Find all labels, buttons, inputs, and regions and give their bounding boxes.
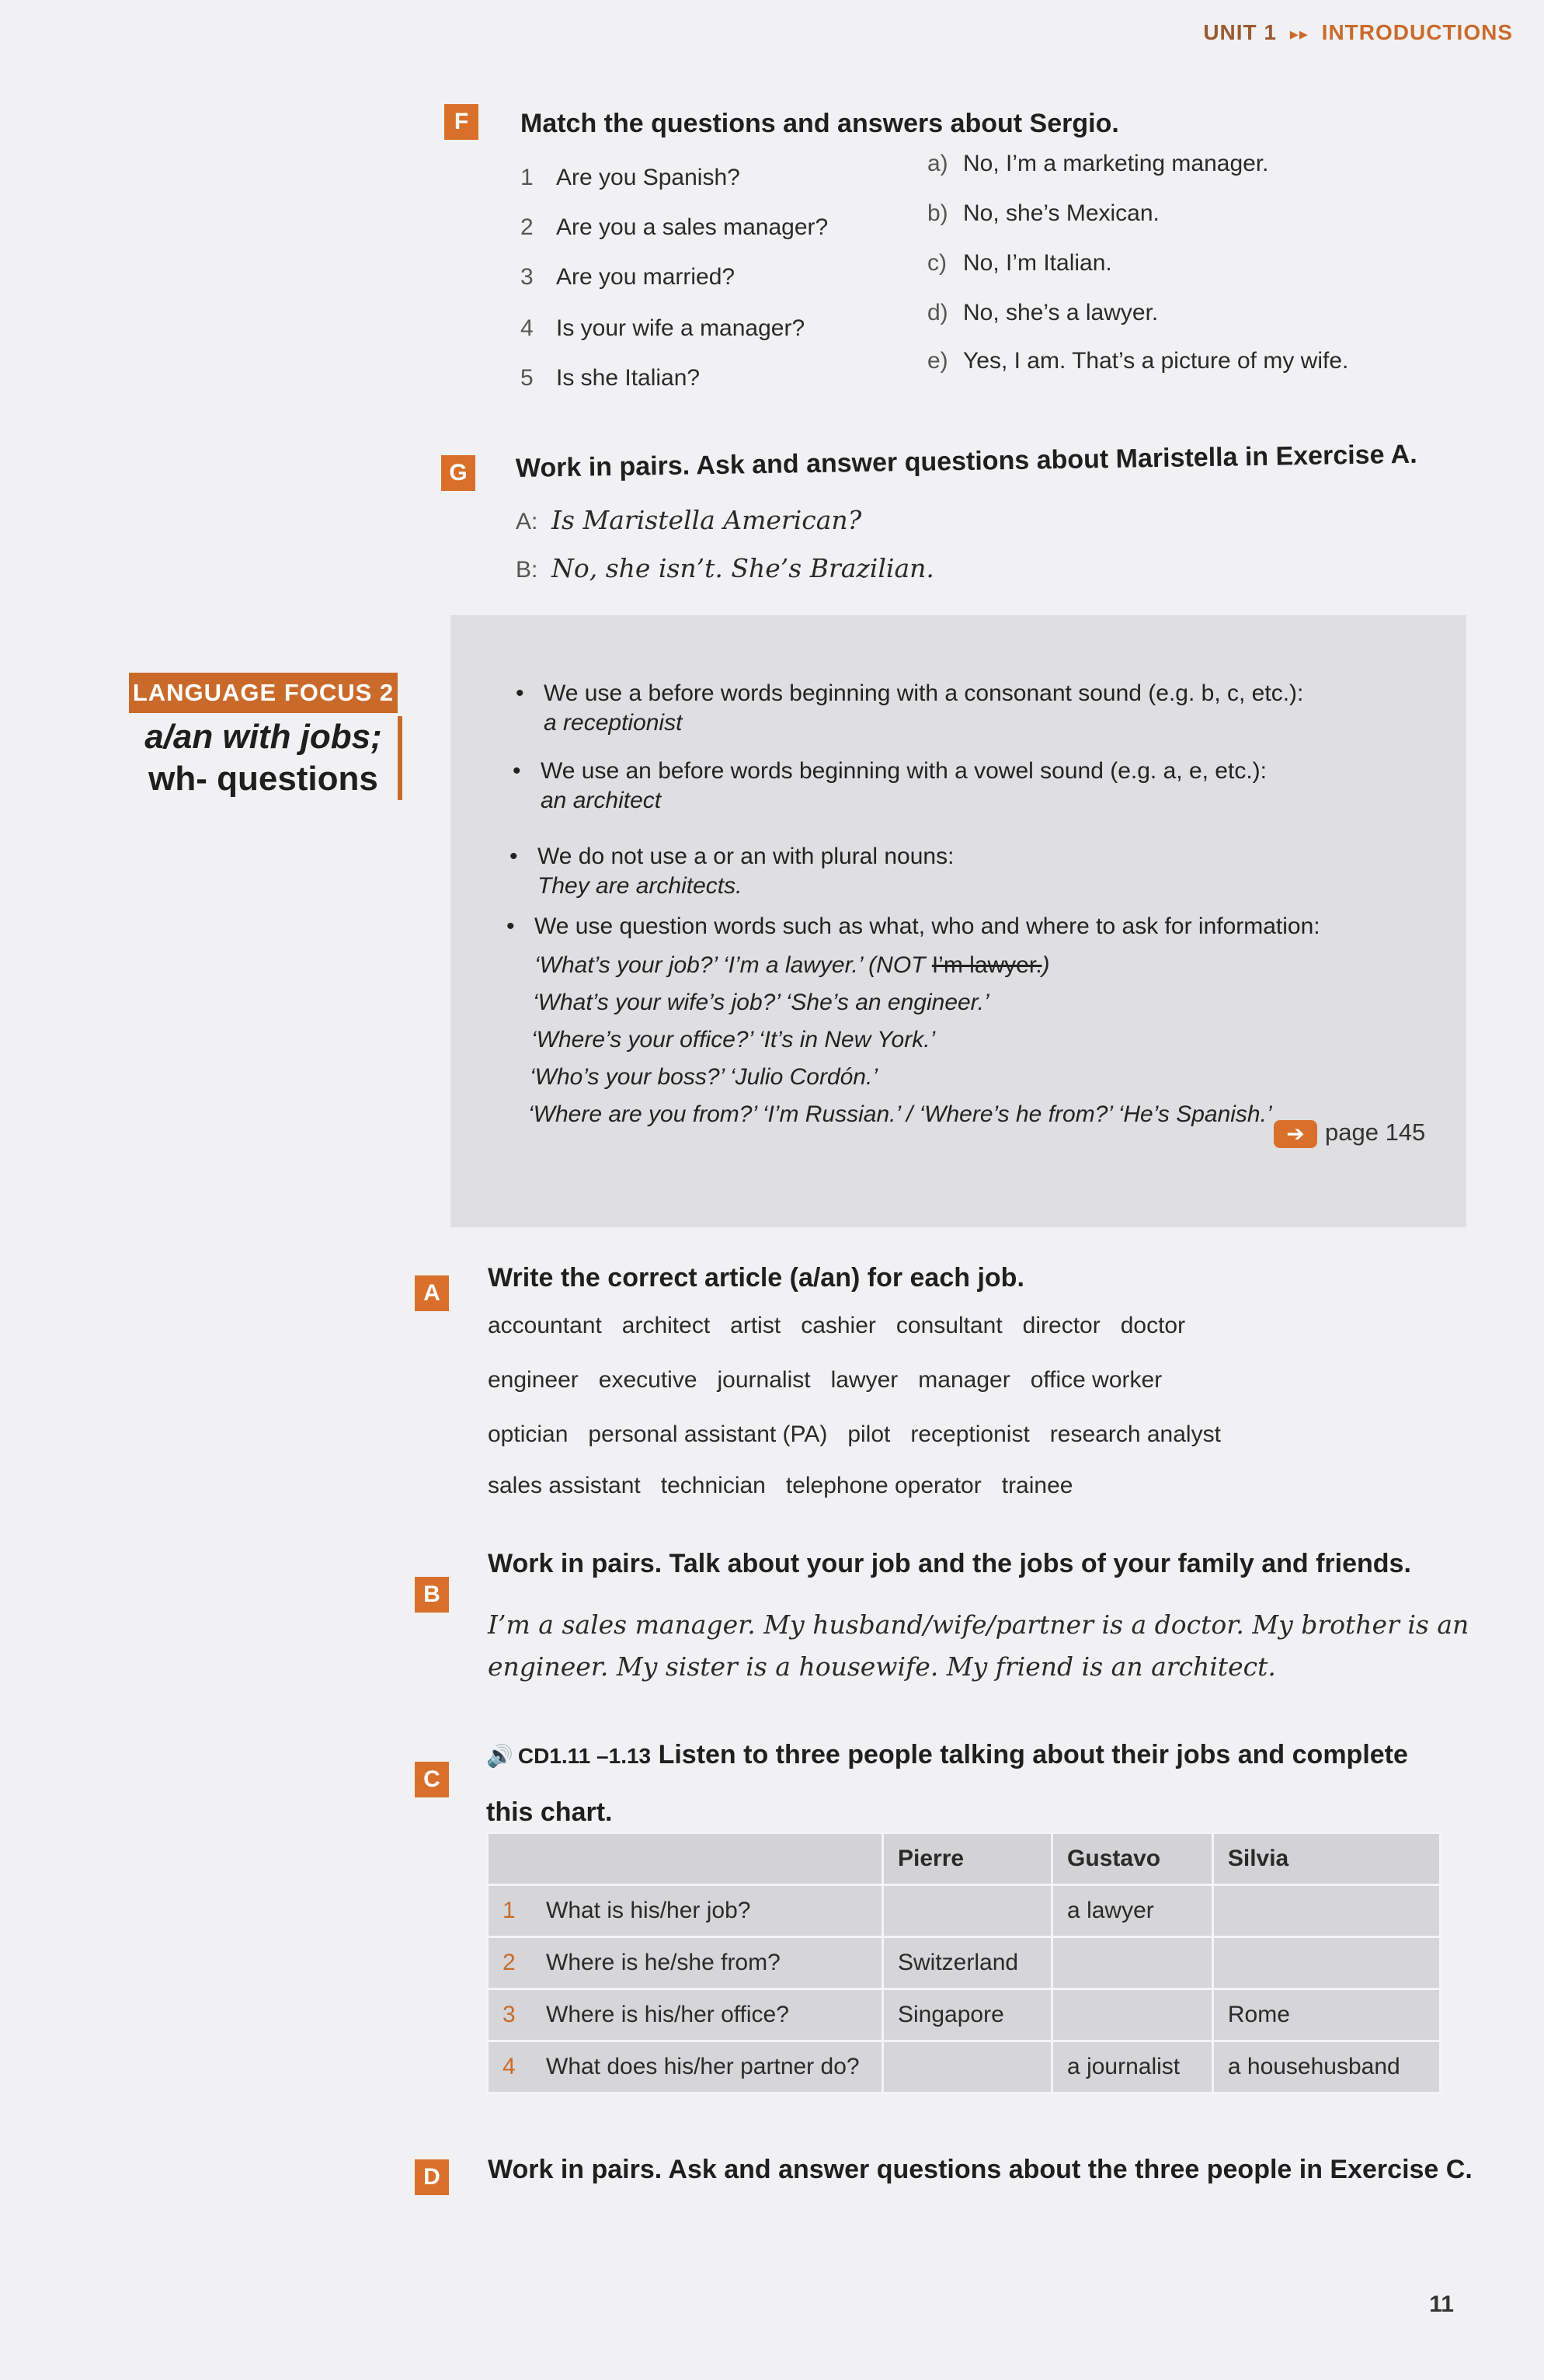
chart-cell[interactable]: Rome <box>1212 1989 1440 2041</box>
table-row <box>488 1885 1441 1937</box>
exercise-f-title: Match the questions and answers about Sergio. <box>520 109 1119 138</box>
exercise-a-title: Write the correct article (a/an) for each job. <box>488 1263 1024 1293</box>
job-word-row: optician personal assistant (PA) pilot receptionist research analyst <box>488 1421 1221 1447</box>
exercise-f-question: 4 Is your wife a manager? <box>520 315 805 341</box>
grammar-reference-link[interactable]: ➔ page 145 <box>1274 1119 1425 1148</box>
exercise-f-question: 1 Are you Spanish? <box>520 165 740 190</box>
job-word-row: sales assistant technician telephone operator trainee <box>488 1473 1073 1498</box>
focus-example-quote: ‘Where’s your office?’ ‘It’s in New York.’ <box>531 1027 936 1053</box>
audio-speaker-icon[interactable]: 🔊 <box>486 1744 513 1768</box>
page-number: 11 <box>1429 2291 1454 2317</box>
exercise-g-badge: G <box>441 455 475 491</box>
running-header <box>1203 20 1513 45</box>
language-focus-label: LANGUAGE FOCUS 2 <box>129 673 398 713</box>
exercise-b-example-line: I’m a sales manager. My husband/wife/partner is a doctor. My brother is an <box>488 1609 1469 1640</box>
chart-cell[interactable] <box>883 1885 1052 1937</box>
exercise-f-answer: a) No, I’m a marketing manager. <box>927 151 1269 176</box>
chart-cell[interactable]: Switzerland <box>883 1937 1052 1989</box>
chart-cell[interactable]: Singapore <box>883 1989 1052 2041</box>
exercise-f-question: 3 Are you married? <box>520 264 735 290</box>
exercise-c-title: 🔊 CD1.11 –1.13 Listen to three people talking about their jobs and complete <box>486 1740 1408 1769</box>
chart-cell[interactable] <box>1212 1885 1440 1937</box>
unit-title: INTRODUCTIONS <box>1321 20 1513 44</box>
focus-example-quote: ‘Where are you from?’ ‘I’m Russian.’ / ‘Where’s he from?’ ‘He’s Spanish.’ <box>528 1101 1272 1127</box>
exercise-c-title-cont: this chart. <box>486 1797 613 1827</box>
chart-header-silvia: Silvia <box>1212 1833 1440 1885</box>
chart-question: 4 What does his/her partner do? <box>488 2041 883 2093</box>
dialogue-line-b: B: No, she isn’t. She’s Brazilian. <box>516 553 934 583</box>
focus-example-quote: ‘Who’s your boss?’ ‘Julio Cordón.’ <box>530 1064 878 1090</box>
chart-cell[interactable]: a lawyer <box>1052 1885 1213 1937</box>
chart-header-row <box>488 1833 1441 1885</box>
exercise-f-answer: e) Yes, I am. That’s a picture of my wife. <box>927 348 1349 374</box>
focus-example-quote: ‘What’s your job?’ ‘I’m a lawyer.’ (NOT I’m lawyer.) <box>534 952 1050 978</box>
exercise-f-question: 2 Are you a sales manager? <box>520 214 829 240</box>
chart-question: 3 Where is his/her office? <box>488 1989 883 2041</box>
exercise-b-title: Work in pairs. Talk about your job and the jobs of your family and friends. <box>488 1549 1411 1578</box>
exercise-c-badge: C <box>415 1762 449 1797</box>
dialogue-line-a: A: Is Maristella American? <box>516 505 862 535</box>
exercise-f-question: 5 Is she Italian? <box>520 365 701 391</box>
exercise-g-title: Work in pairs. Ask and answer questions about Maristella in Exercise A. <box>515 439 1417 483</box>
arrow-right-icon: ➔ <box>1274 1120 1317 1148</box>
chart-header-blank <box>488 1833 883 1885</box>
exercise-b-badge: B <box>415 1577 449 1613</box>
exercise-a-badge: A <box>415 1275 449 1311</box>
exercise-d-title: Work in pairs. Ask and answer questions about the three people in Exercise C. <box>488 2155 1473 2184</box>
chart-cell[interactable] <box>1212 1937 1440 1989</box>
language-focus-title: a/an with jobs; wh- questions <box>129 716 402 800</box>
focus-example-quote: ‘What’s your wife’s job?’ ‘She’s an engineer.’ <box>533 990 989 1015</box>
table-row <box>488 1989 1441 2041</box>
table-row <box>488 1937 1441 1989</box>
chart-cell[interactable]: a journalist <box>1052 2041 1213 2093</box>
chart-question: 2 Where is he/she from? <box>488 1937 883 1989</box>
exercise-f-answer: b) No, she’s Mexican. <box>927 200 1160 226</box>
focus-bullet: • We use a before words beginning with a consonant sound (e.g. b, c, etc.): a receptionist <box>516 680 1304 736</box>
unit-label: UNIT 1 <box>1203 20 1278 44</box>
focus-bullet: • We use question words such as what, who and where to ask for information: <box>506 913 1320 939</box>
chart-cell[interactable] <box>1052 1937 1213 1989</box>
chart-header-pierre: Pierre <box>883 1833 1052 1885</box>
chart-cell[interactable]: a househusband <box>1212 2041 1440 2093</box>
focus-bullet: • We do not use a or an with plural nouns: They are architects. <box>509 844 955 899</box>
exercise-f-answer: d) No, she’s a lawyer. <box>927 300 1159 325</box>
exercise-b-example-line: engineer. My sister is a housewife. My friend is an architect. <box>488 1651 1276 1682</box>
job-word-row: accountant architect artist cashier consultant director doctor <box>488 1313 1186 1338</box>
listening-chart <box>486 1832 1441 2094</box>
chart-cell[interactable] <box>1052 1989 1213 2041</box>
exercise-d-badge: D <box>415 2159 449 2195</box>
table-row <box>488 2041 1441 2093</box>
focus-bullet: • We use an before words beginning with a vowel sound (e.g. a, e, etc.): an architect <box>513 758 1267 813</box>
chart-header-gustavo: Gustavo <box>1052 1833 1213 1885</box>
chart-question: 1 What is his/her job? <box>488 1885 883 1937</box>
job-word-row: engineer executive journalist lawyer manager office worker <box>488 1367 1163 1393</box>
chart-cell[interactable] <box>883 2041 1052 2093</box>
header-arrows-icon: ▸▸ <box>1289 24 1309 43</box>
exercise-f-badge: F <box>444 104 478 140</box>
exercise-f-answer: c) No, I’m Italian. <box>927 250 1112 276</box>
